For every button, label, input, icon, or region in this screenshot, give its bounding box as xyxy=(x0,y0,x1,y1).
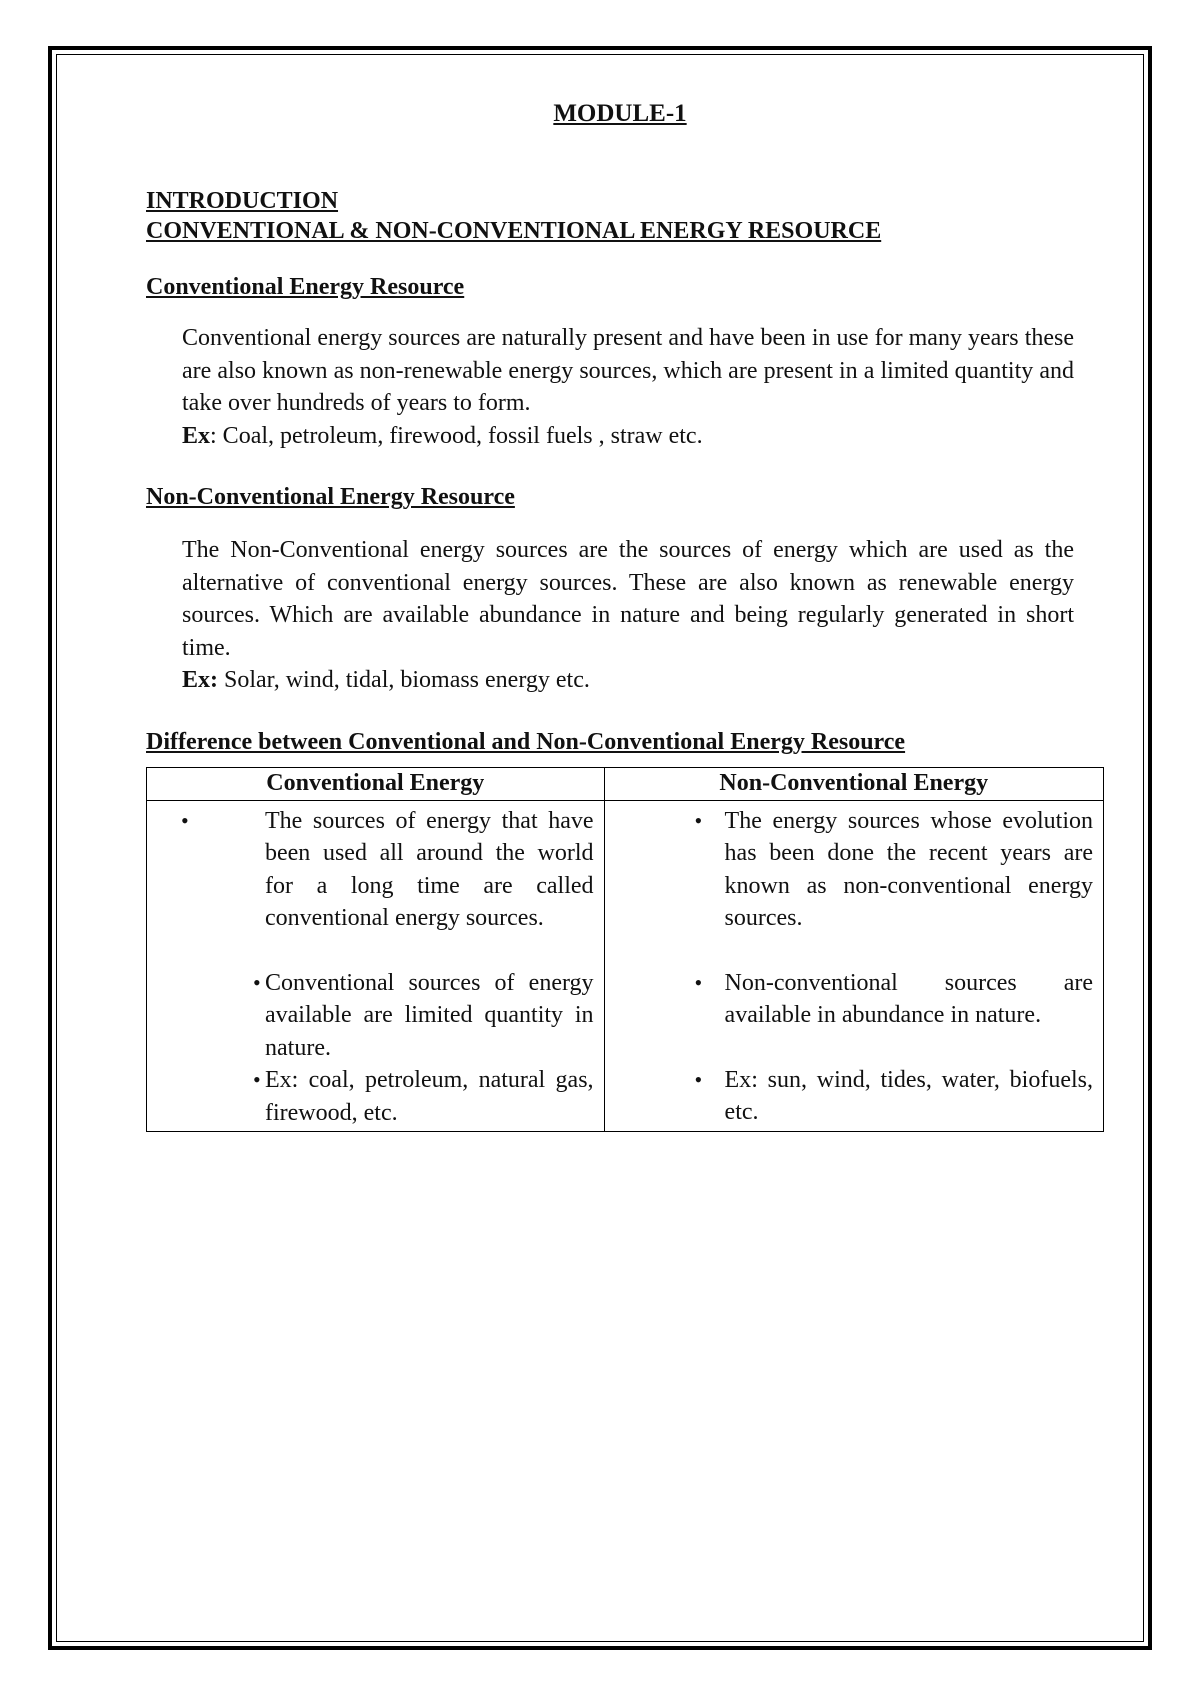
bullet-icon: • xyxy=(253,969,261,995)
list-item xyxy=(615,967,1093,1032)
difference-table xyxy=(146,767,1104,1133)
non-conventional-cell xyxy=(604,800,1103,1132)
list-item xyxy=(615,1064,1093,1129)
list-item-text: The energy sources whose evolution has been done the recent years are known as non-conventional energy sources. xyxy=(724,807,1093,931)
bullet-icon: • xyxy=(694,1066,703,1092)
module-title: MODULE-1 xyxy=(553,100,687,127)
bullet-icon: • xyxy=(253,1067,261,1092)
conventional-ex-label: Ex xyxy=(182,422,211,449)
table-row xyxy=(147,800,1104,1132)
list-item-text: Non-conventional sources are available in abundance in nature. xyxy=(724,969,1093,1028)
list-item-text: Ex: sun, wind, tides, water, biofuels, etc. xyxy=(724,1066,1093,1125)
main-heading: CONVENTIONAL & NON-CONVENTIONAL ENERGY RESOURCE xyxy=(146,218,882,244)
list-item-text: Ex: coal, petroleum, natural gas, firewood, etc. xyxy=(265,1067,594,1126)
non-conventional-text: The Non-Conventional energy sources are the sources of energy which are used as the alternative of conventional energy sources. These are also known as renewable energy sources. Which are available abundance in nature and being regularly generated in short time. xyxy=(182,537,1074,661)
list-item xyxy=(157,805,594,935)
conventional-heading: Conventional Energy Resource xyxy=(146,274,465,300)
conventional-ex-text: : Coal, petroleum, firewood, fossil fuels , straw etc. xyxy=(210,422,703,449)
difference-heading: Difference between Conventional and Non-Conventional Energy Resource xyxy=(146,728,906,755)
list-item xyxy=(615,805,1093,935)
conventional-list xyxy=(157,805,594,1130)
bullet-icon: • xyxy=(694,969,703,995)
list-item-text: The sources of energy that have been used all around the world for a long time are called conventional energy sources. xyxy=(265,807,594,931)
intro-heading: INTRODUCTION xyxy=(146,188,339,214)
list-item xyxy=(157,1064,594,1129)
document-body xyxy=(146,100,1104,1132)
non-conventional-list xyxy=(615,805,1093,1129)
non-conventional-ex-label: Ex: xyxy=(182,667,218,693)
conventional-cell xyxy=(147,800,605,1132)
bullet-icon: • xyxy=(181,807,189,833)
non-conventional-paragraph xyxy=(182,534,1074,697)
col-header-non-conventional: Non-Conventional Energy xyxy=(604,767,1103,800)
non-conventional-ex-text: Solar, wind, tidal, biomass energy etc. xyxy=(218,667,590,693)
col-header-conventional: Conventional Energy xyxy=(147,767,605,800)
list-item xyxy=(157,967,594,1065)
non-conventional-heading: Non-Conventional Energy Resource xyxy=(146,484,515,510)
conventional-text: Conventional energy sources are naturally present and have been in use for many years these are also known as non-renewable energy sources, which are present in a limited quantity and take over hundreds of years to form. xyxy=(182,325,1074,416)
list-item-text: Conventional sources of energy available are limited quantity in nature. xyxy=(265,969,594,1061)
table-header-row xyxy=(147,767,1104,800)
conventional-paragraph xyxy=(182,322,1074,452)
bullet-icon: • xyxy=(694,807,703,833)
